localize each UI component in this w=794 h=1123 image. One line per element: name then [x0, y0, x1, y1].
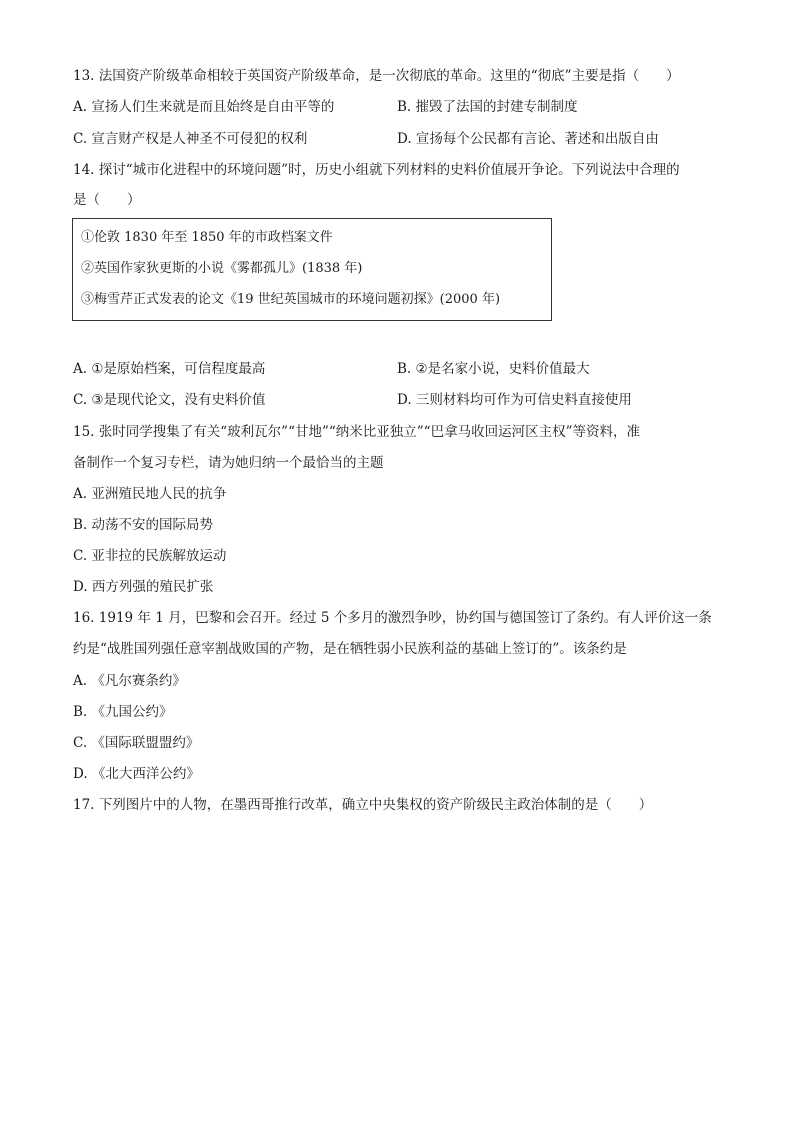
q13-option-a: A. 宣扬人们生来就是而且始终是自由平等的 [73, 99, 335, 115]
q16-stem-line1: 16. 1919 年 1 月，巴黎和会召开。经过 5 个多月的激烈争吵，协约国与德国签订了条约。有人评价这一条 [73, 610, 712, 626]
q14-option-b: B. ②是名家小说，史料价值最大 [397, 361, 590, 377]
q17-stem: 17. 下列图片中的人物，在墨西哥推行改革，确立中央集权的资产阶级民主政治体制的是（ ） [73, 797, 653, 813]
q13-option-c: C. 宣言财产权是人神圣不可侵犯的权利 [73, 131, 308, 147]
q14-source-box [72, 218, 552, 321]
q14-option-d: D. 三则材料均可作为可信史料直接使用 [397, 392, 632, 408]
q14-source-2: ②英国作家狄更斯的小说《雾都孤儿》(1838 年) [81, 261, 363, 276]
q14-source-1: ①伦敦 1830 年至 1850 年的市政档案文件 [81, 230, 333, 245]
q16-option-d: D. 《北大西洋公约》 [73, 766, 200, 782]
q16-option-a: A. 《凡尔赛条约》 [73, 673, 186, 689]
q13-stem: 13. 法国资产阶级革命相较于英国资产阶级革命，是一次彻底的革命。这里的“彻底”主要是指（ ） [73, 68, 680, 84]
q15-stem-line2: 备制作一个复习专栏，请为她归纳一个最恰当的主题 [73, 455, 384, 471]
q15-option-a: A. 亚洲殖民地人民的抗争 [73, 486, 227, 502]
q15-option-c: C. 亚非拉的民族解放运动 [73, 548, 227, 564]
q16-option-c: C. 《国际联盟盟约》 [73, 735, 200, 751]
q13-option-b: B. 摧毁了法国的封建专制制度 [397, 99, 578, 115]
q16-stem-line2: 约是“战胜国列强任意宰割战败国的产物，是在牺牲弱小民族利益的基础上签订的”。该条约是 [73, 641, 627, 657]
q14-option-c: C. ③是现代论文，没有史料价值 [73, 392, 266, 408]
q15-option-d: D. 西方列强的殖民扩张 [73, 579, 214, 595]
q13-option-d: D. 宣扬每个公民都有言论、著述和出版自由 [397, 131, 659, 147]
q14-stem-line1: 14. 探讨“城市化进程中的环境问题”时，历史小组就下列材料的史料价值展开争论。下列说法中合理的 [73, 162, 680, 178]
q14-stem-line2: 是（ ） [73, 192, 141, 208]
q14-option-a: A. ①是原始档案，可信程度最高 [73, 361, 266, 377]
q14-source-3: ③梅雪芹正式发表的论文《19 世纪英国城市的环境问题初探》(2000 年) [81, 292, 501, 307]
q15-option-b: B. 动荡不安的国际局势 [73, 517, 214, 533]
q15-stem-line1: 15. 张时同学搜集了有关“玻利瓦尔”“甘地”“纳米比亚独立”“巴拿马收回运河区主权”等资料，准 [73, 424, 640, 440]
q16-option-b: B. 《九国公约》 [73, 704, 173, 720]
